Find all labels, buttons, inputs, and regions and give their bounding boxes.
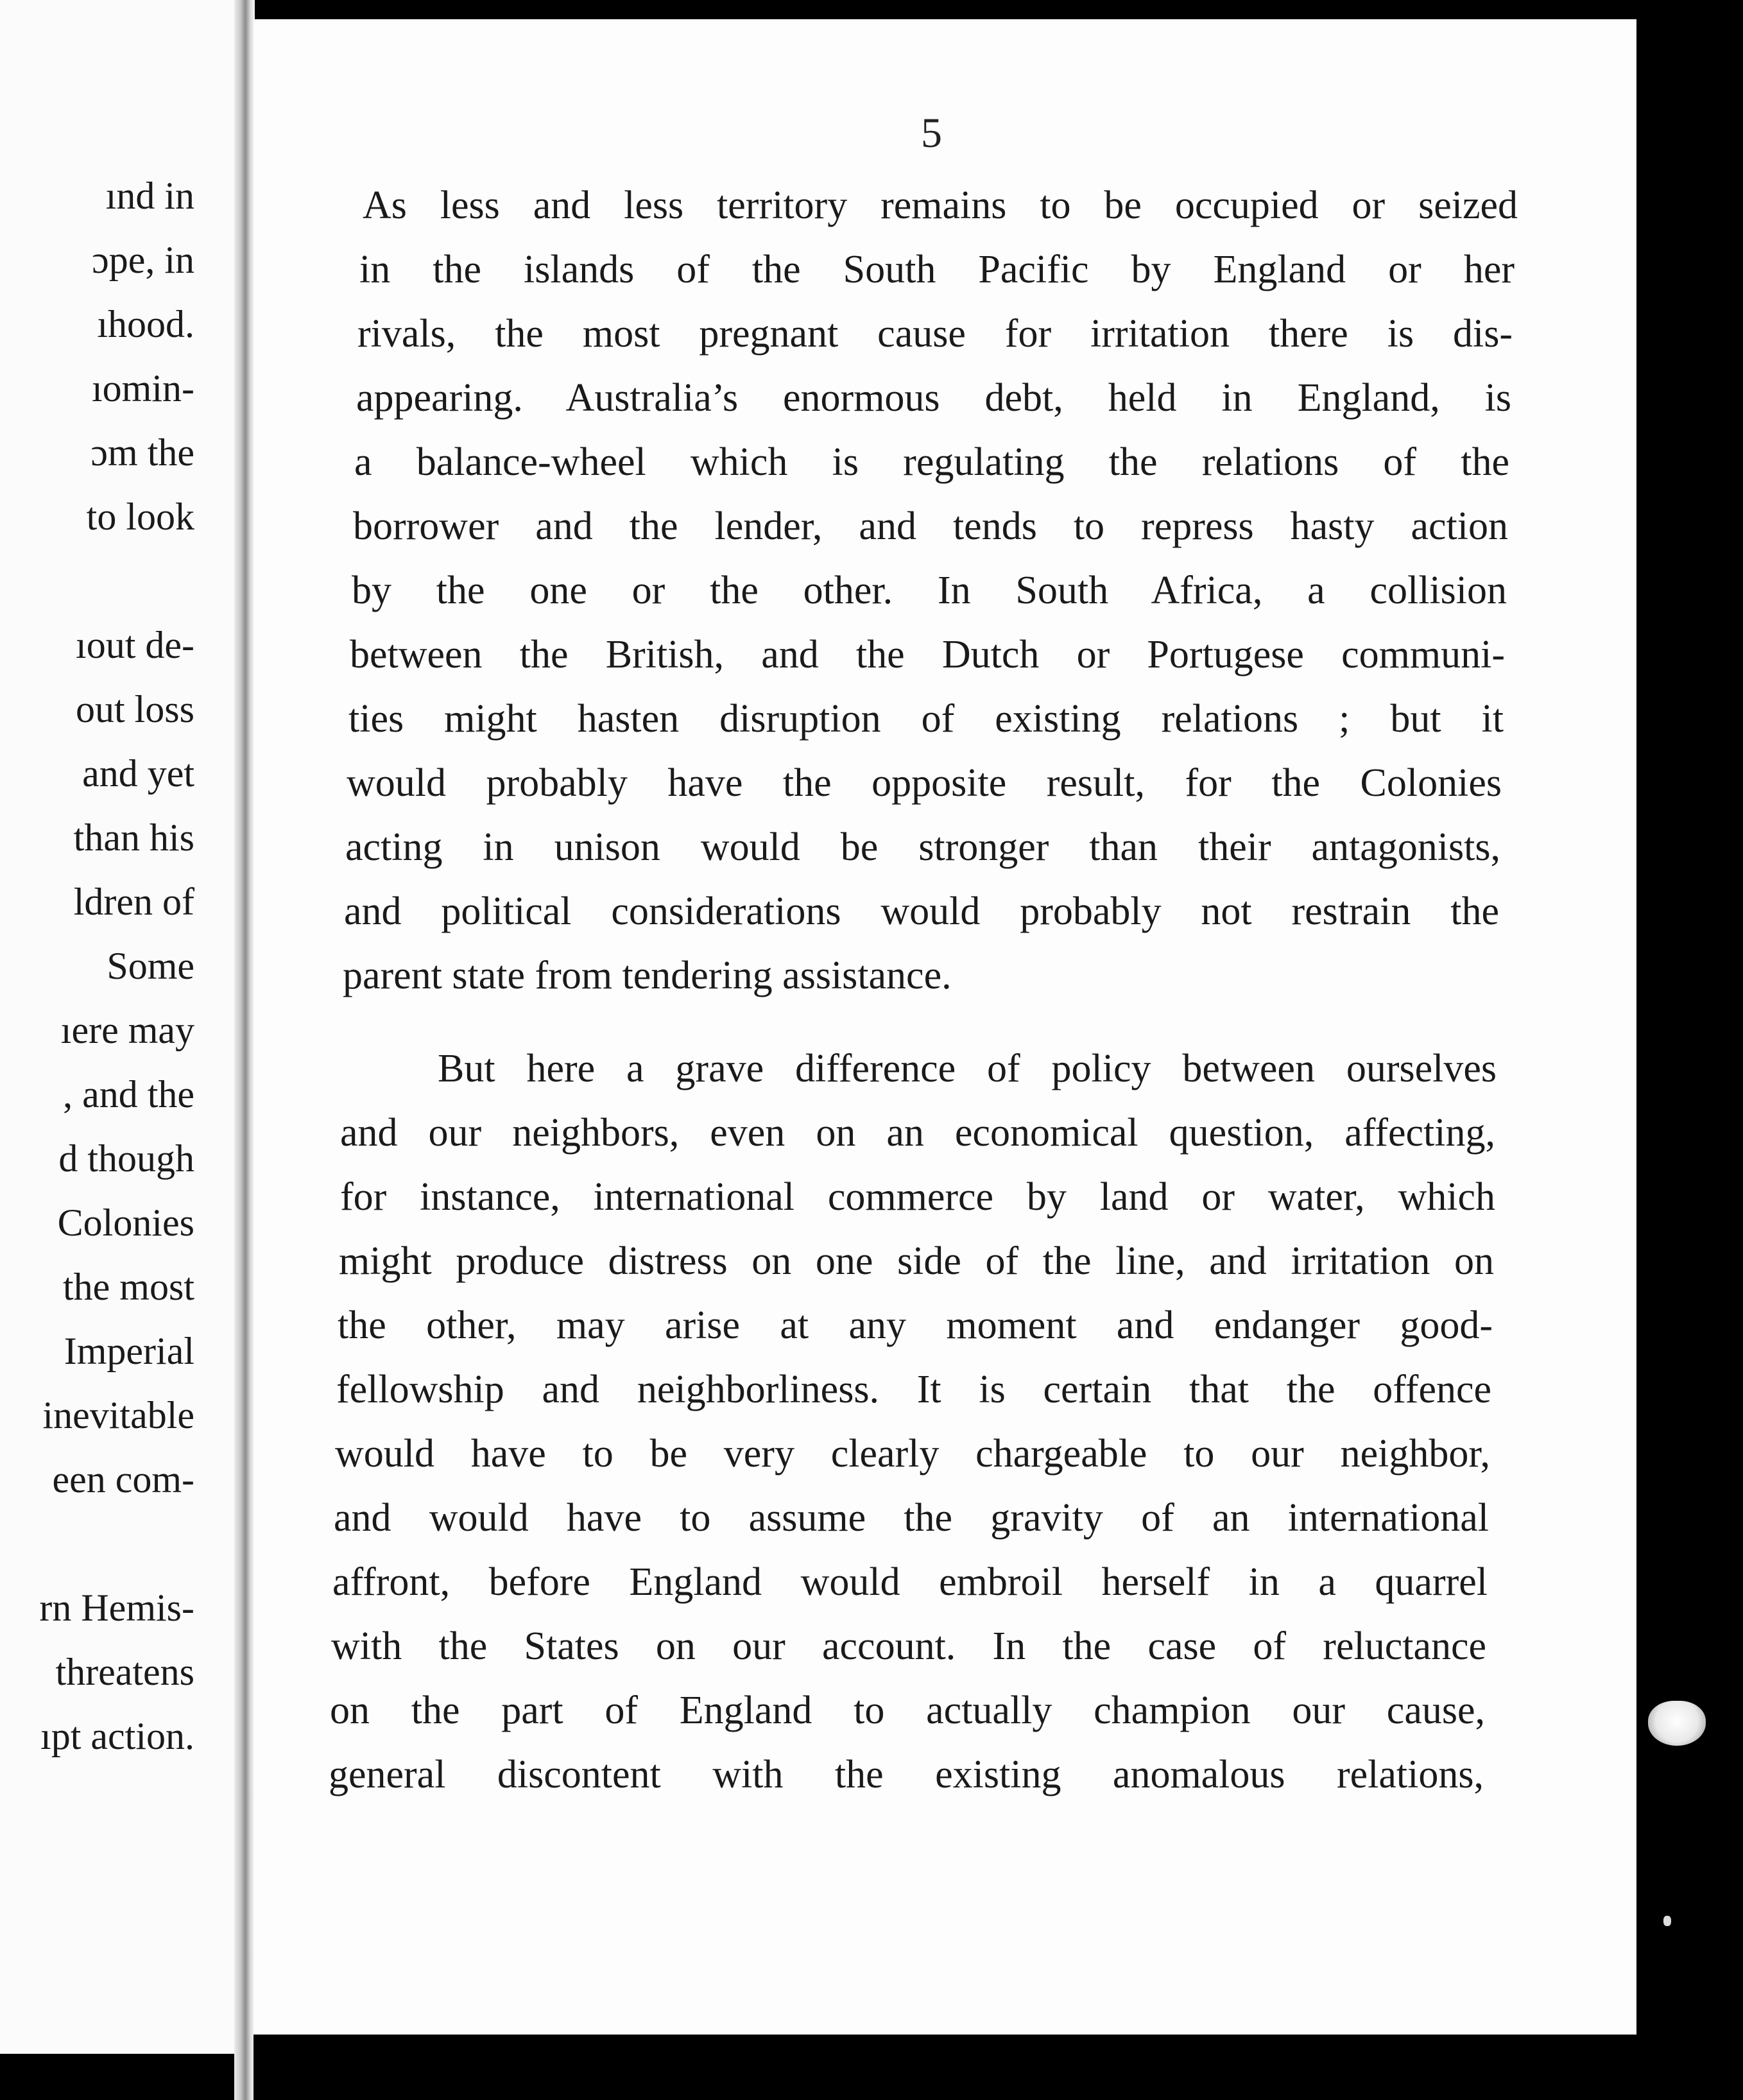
text-line: general discontent with the existing anomalous relations, xyxy=(329,1753,1484,1796)
text-line: between the British, and the Dutch or Portugese communi- xyxy=(350,633,1505,676)
text-line: affront, before England would embroil herself in a quarrel xyxy=(332,1560,1488,1604)
scan-bottom-margin xyxy=(253,2035,1636,2100)
text-line: ties might hasten disruption of existing relations ; but it xyxy=(348,697,1504,741)
text-line: might produce distress on one side of the line, and irritation on xyxy=(339,1239,1494,1283)
left-line: ldren of xyxy=(73,881,194,923)
left-line: ınd in xyxy=(105,175,194,217)
scan-right-margin xyxy=(1636,0,1743,2100)
left-line: ıout de- xyxy=(76,624,194,666)
left-line: than his xyxy=(73,816,194,859)
left-line: inevitable xyxy=(42,1394,194,1436)
text-line: and our neighbors, even on an economical question, affecting, xyxy=(340,1111,1495,1155)
text-line: rivals, the most pregnant cause for irritation there is dis- xyxy=(357,312,1513,356)
left-line: Imperial xyxy=(64,1330,194,1372)
left-line: d though xyxy=(58,1137,194,1180)
text-line: As less and less territory remains to be occupied or seized xyxy=(363,184,1518,227)
left-line: and yet xyxy=(82,752,194,795)
left-line: to look xyxy=(86,495,194,538)
text-line: and political considerations would probably not restrain the xyxy=(344,890,1499,933)
text-line: the other, may arise at any moment and endanger good- xyxy=(338,1304,1493,1347)
main-page xyxy=(253,19,1636,2035)
text-line: a balance-wheel which is regulating the relations of the xyxy=(354,440,1509,484)
book-gutter xyxy=(234,0,255,2100)
page-edge-clip-icon xyxy=(1648,1701,1706,1746)
left-line: een com- xyxy=(52,1458,194,1501)
left-line: , and the xyxy=(63,1073,194,1115)
text-line: appearing. Australia’s enormous debt, held in England, is xyxy=(356,376,1511,420)
text-line: by the one or the other. In South Africa, a collision xyxy=(352,569,1507,612)
left-line: ıere may xyxy=(60,1009,194,1051)
left-line: out loss xyxy=(75,688,194,730)
left-line: the most xyxy=(63,1266,194,1308)
text-line: borrower and the lender, and tends to repress hasty action xyxy=(353,504,1508,548)
text-line: would probably have the opposite result, for the Colonies xyxy=(347,761,1502,805)
text-line: fellowship and neighborliness. It is certain that the offence xyxy=(336,1368,1491,1411)
left-line: ıomin- xyxy=(92,367,194,409)
left-line: ıhood. xyxy=(97,303,194,345)
text-line: on the part of England to actually champion our cause, xyxy=(330,1689,1485,1732)
text-line: and would have to assume the gravity of an international xyxy=(334,1496,1489,1540)
text-line: But here a grave difference of policy between ourselves xyxy=(438,1047,1497,1090)
left-facing-page xyxy=(0,0,247,2054)
left-line: Colonies xyxy=(57,1201,194,1244)
left-line: ɔpe, in xyxy=(92,239,194,281)
text-line: would have to be very clearly chargeable to our neighbor, xyxy=(335,1432,1490,1476)
text-line: in the islands of the South Pacific by England or her xyxy=(359,248,1515,291)
page-number: 5 xyxy=(921,110,942,157)
scan-speck xyxy=(1663,1916,1671,1926)
left-line: rn Hemis- xyxy=(39,1587,194,1629)
text-line: with the States on our account. In the case of reluctance xyxy=(331,1624,1486,1668)
left-line: Some xyxy=(107,945,194,987)
left-line: ıpt action. xyxy=(40,1715,194,1757)
text-line: for instance, international commerce by land or water, which xyxy=(340,1175,1495,1219)
left-line: threatens xyxy=(55,1651,194,1693)
text-line: parent state from tendering assistance. xyxy=(343,954,952,997)
left-line: ɔm the xyxy=(90,431,194,474)
text-line: acting in unison would be stronger than their antagonists, xyxy=(345,825,1500,869)
